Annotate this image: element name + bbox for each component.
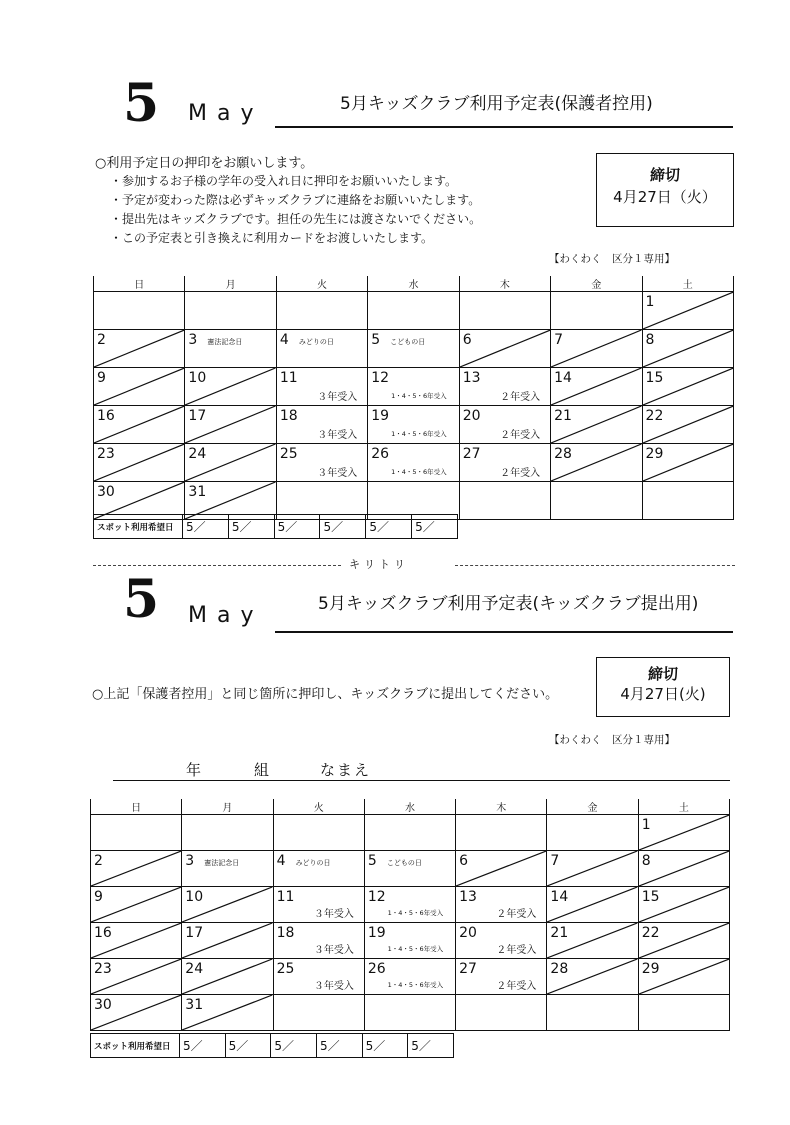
- day-cell[interactable]: [547, 995, 638, 1031]
- day-number: 21: [550, 925, 569, 941]
- instruction-item: ・提出先はキッズクラブです。担任の先生には渡さないでください。: [110, 212, 482, 226]
- day-number: 22: [641, 925, 660, 941]
- day-number: 5: [367, 853, 377, 869]
- day-number: 17: [185, 925, 204, 941]
- holiday-label: 憲法記念日: [204, 859, 240, 867]
- day-cell[interactable]: [364, 815, 455, 851]
- category-tag: 【わくわく 区分１専用】: [549, 734, 675, 746]
- closed-day-slash: [643, 292, 733, 329]
- day-cell[interactable]: [551, 444, 642, 482]
- day-cell[interactable]: [547, 887, 638, 923]
- day-cell[interactable]: [364, 923, 455, 959]
- spot-label: スポット利用希望日: [91, 1034, 180, 1058]
- day-number: 29: [641, 961, 660, 977]
- day-cell[interactable]: [638, 923, 729, 959]
- day-number: 9: [94, 889, 103, 905]
- day-number: 19: [367, 925, 386, 941]
- day-cell[interactable]: [182, 995, 273, 1031]
- day-cell[interactable]: [368, 330, 459, 368]
- day-cell[interactable]: [182, 923, 273, 959]
- day-number: 4: [279, 332, 289, 348]
- day-cell[interactable]: [273, 815, 364, 851]
- closed-day-slash: [91, 851, 181, 886]
- acceptance-label: ２年受入: [496, 981, 537, 992]
- acceptance-label: 1・4・5・6年受入: [387, 909, 444, 917]
- day-number: 10: [188, 370, 207, 386]
- day-cell[interactable]: [638, 959, 729, 995]
- day-number: 7: [550, 853, 560, 869]
- day-number: 31: [185, 997, 204, 1013]
- name-write-line[interactable]: [113, 780, 730, 781]
- spot-date-field[interactable]: 5／: [271, 1034, 317, 1058]
- day-cell[interactable]: [273, 959, 364, 995]
- day-cell[interactable]: [642, 292, 733, 330]
- day-number: 30: [94, 997, 112, 1013]
- day-number: 28: [550, 961, 569, 977]
- day-cell[interactable]: [456, 923, 547, 959]
- day-cell[interactable]: [547, 815, 638, 851]
- acceptance-label: ３年受入: [317, 468, 358, 479]
- day-number: 4: [276, 853, 286, 869]
- day-number: 23: [97, 446, 115, 462]
- instruction-heading: ○利用予定日の押印をお願いします。: [95, 156, 314, 171]
- weekday-header-row: [91, 799, 730, 815]
- day-cell[interactable]: [456, 995, 547, 1031]
- day-cell[interactable]: [368, 444, 459, 482]
- day-cell[interactable]: [459, 482, 550, 520]
- day-number: 12: [367, 889, 386, 905]
- day-cell[interactable]: [551, 406, 642, 444]
- grade-label: 年: [186, 761, 204, 779]
- day-number: 23: [94, 961, 112, 977]
- acceptance-label: ２年受入: [500, 430, 541, 441]
- deadline-box: [596, 153, 734, 227]
- week-row: [91, 923, 730, 959]
- class-label: 組: [254, 761, 272, 779]
- cut-line-right: [455, 565, 735, 566]
- day-cell[interactable]: [276, 406, 367, 444]
- day-cell[interactable]: [91, 959, 182, 995]
- weekday-header: 木: [456, 799, 547, 815]
- acceptance-label: 1・4・5・6年受入: [391, 392, 447, 400]
- weekday-header: 日: [94, 276, 185, 292]
- day-cell[interactable]: [182, 887, 273, 923]
- title-underline: [275, 126, 733, 128]
- week-row: [94, 368, 734, 406]
- weekday-header-row: [94, 276, 734, 292]
- day-number: 1: [641, 817, 651, 833]
- acceptance-label: ３年受入: [317, 430, 358, 441]
- day-cell[interactable]: [459, 368, 550, 406]
- spot-label: スポット利用希望日: [94, 515, 183, 539]
- day-number: 2: [97, 332, 106, 348]
- day-number: 27: [459, 961, 477, 977]
- day-number: 3: [188, 332, 198, 348]
- day-number: 13: [459, 889, 477, 905]
- day-cell[interactable]: [185, 368, 276, 406]
- day-number: 5: [371, 332, 381, 348]
- closed-day-slash: [639, 815, 729, 850]
- acceptance-label: ３年受入: [313, 909, 354, 920]
- deadline-label: 締切: [647, 665, 678, 683]
- acceptance-label: ２年受入: [500, 468, 541, 479]
- day-cell[interactable]: [364, 995, 455, 1031]
- closed-day-slash: [643, 330, 733, 367]
- holiday-label: こどもの日: [386, 859, 422, 867]
- month-number: 5: [123, 73, 160, 134]
- day-cell[interactable]: [638, 851, 729, 887]
- day-number: 21: [554, 408, 572, 424]
- acceptance-label: 1・4・5・6年受入: [391, 430, 447, 438]
- day-number: 24: [188, 446, 207, 462]
- day-cell[interactable]: [551, 368, 642, 406]
- weekday-header: 土: [642, 276, 733, 292]
- spot-date-field[interactable]: 5／: [408, 1034, 454, 1058]
- day-number: 27: [462, 446, 481, 462]
- spot-date-field[interactable]: 5／: [362, 1034, 408, 1058]
- day-number: 14: [550, 889, 569, 905]
- closed-day-slash: [639, 851, 729, 886]
- day-number: 16: [97, 408, 115, 424]
- day-cell[interactable]: [642, 330, 733, 368]
- day-cell[interactable]: [276, 368, 367, 406]
- day-cell[interactable]: [276, 292, 367, 330]
- day-number: 12: [371, 370, 390, 386]
- day-number: 30: [97, 484, 115, 500]
- day-cell[interactable]: [368, 368, 459, 406]
- closed-day-slash: [94, 368, 184, 405]
- closed-day-slash: [91, 887, 181, 922]
- weekday-header: 水: [364, 799, 455, 815]
- day-number: 22: [645, 408, 664, 424]
- month-name: May: [188, 603, 264, 628]
- day-cell[interactable]: [547, 923, 638, 959]
- day-cell[interactable]: [185, 444, 276, 482]
- day-cell[interactable]: [94, 368, 185, 406]
- day-number: 10: [185, 889, 204, 905]
- instruction-list: [110, 172, 481, 248]
- day-number: 11: [279, 370, 298, 386]
- day-cell[interactable]: [182, 851, 273, 887]
- week-row: [94, 406, 734, 444]
- day-number: 29: [645, 446, 664, 462]
- day-cell[interactable]: [642, 406, 733, 444]
- week-row: [94, 444, 734, 482]
- day-number: 16: [94, 925, 112, 941]
- spot-date-field[interactable]: 5／: [225, 1034, 271, 1058]
- day-cell[interactable]: [638, 887, 729, 923]
- day-cell[interactable]: [273, 923, 364, 959]
- day-cell[interactable]: [547, 851, 638, 887]
- day-number: 15: [645, 370, 664, 386]
- day-cell[interactable]: [91, 887, 182, 923]
- acceptance-label: ３年受入: [313, 945, 354, 956]
- weekday-header: 日: [91, 799, 182, 815]
- day-cell[interactable]: [642, 482, 733, 520]
- day-number: 31: [188, 484, 207, 500]
- spot-row: [94, 515, 458, 539]
- day-cell[interactable]: [276, 330, 367, 368]
- spot-date-field[interactable]: 5／: [316, 1034, 362, 1058]
- instruction-heading: ○上記「保護者控用」と同じ箇所に押印し、キッズクラブに提出してください。: [92, 687, 559, 702]
- day-cell[interactable]: [459, 292, 550, 330]
- week-row: [91, 851, 730, 887]
- day-cell[interactable]: [551, 330, 642, 368]
- cut-label: キリトリ: [345, 556, 413, 572]
- category-tag: 【わくわく 区分１専用】: [549, 253, 675, 265]
- day-cell[interactable]: [273, 995, 364, 1031]
- form-title: 5月キッズクラブ利用予定表(保護者控用): [340, 94, 653, 114]
- day-cell[interactable]: [94, 292, 185, 330]
- weekday-header: 金: [551, 276, 642, 292]
- weekday-header: 木: [459, 276, 550, 292]
- week-row: [91, 815, 730, 851]
- deadline-date: 4月27日(火): [620, 685, 706, 703]
- weekday-header: 金: [547, 799, 638, 815]
- day-number: 24: [185, 961, 204, 977]
- spot-date-field[interactable]: 5／: [183, 515, 229, 539]
- acceptance-label: ２年受入: [500, 392, 541, 403]
- calendar-table: [93, 276, 734, 520]
- spot-date-field[interactable]: 5／: [412, 515, 458, 539]
- day-number: 17: [188, 408, 207, 424]
- day-number: 8: [641, 853, 651, 869]
- day-cell[interactable]: [638, 815, 729, 851]
- day-cell[interactable]: [459, 330, 550, 368]
- day-cell[interactable]: [551, 292, 642, 330]
- week-row: [91, 995, 730, 1031]
- acceptance-label: ２年受入: [496, 945, 537, 956]
- day-number: 2: [94, 853, 103, 869]
- day-number: 14: [554, 370, 572, 386]
- weekday-header: 月: [182, 799, 273, 815]
- day-number: 13: [462, 370, 481, 386]
- day-number: 11: [276, 889, 295, 905]
- acceptance-label: ３年受入: [313, 981, 354, 992]
- day-cell[interactable]: [91, 815, 182, 851]
- day-number: 28: [554, 446, 572, 462]
- day-cell[interactable]: [364, 851, 455, 887]
- spot-date-field[interactable]: 5／: [180, 1034, 226, 1058]
- form-title: 5月キッズクラブ利用予定表(キッズクラブ提出用): [318, 594, 699, 614]
- day-cell[interactable]: [456, 815, 547, 851]
- day-cell[interactable]: [182, 959, 273, 995]
- closed-day-slash: [551, 330, 641, 367]
- day-number: 20: [459, 925, 477, 941]
- week-row: [91, 887, 730, 923]
- day-number: 7: [554, 332, 564, 348]
- weekday-header: 土: [638, 799, 729, 815]
- week-row: [94, 292, 734, 330]
- day-cell[interactable]: [456, 959, 547, 995]
- day-cell[interactable]: [273, 887, 364, 923]
- day-cell[interactable]: [185, 406, 276, 444]
- week-row: [94, 330, 734, 368]
- acceptance-label: ２年受入: [496, 909, 537, 920]
- weekday-header: 月: [185, 276, 276, 292]
- deadline-label: 締切: [649, 166, 680, 184]
- name-label: なまえ: [320, 761, 372, 779]
- instruction-item: ・この予定表と引き換えに利用カードをお渡しいたします。: [110, 231, 434, 245]
- day-cell[interactable]: [94, 406, 185, 444]
- week-row: [91, 959, 730, 995]
- day-number: 1: [645, 294, 655, 310]
- day-number: 8: [645, 332, 655, 348]
- day-cell[interactable]: [642, 368, 733, 406]
- day-cell[interactable]: [642, 444, 733, 482]
- acceptance-label: ３年受入: [317, 392, 358, 403]
- weekday-header: 火: [276, 276, 367, 292]
- month-number: 5: [123, 569, 160, 630]
- instruction-item: ・予定が変わった際は必ずキッズクラブに連絡をお願いいたします。: [110, 193, 481, 207]
- day-cell[interactable]: [91, 851, 182, 887]
- day-number: 18: [276, 925, 295, 941]
- day-cell[interactable]: [91, 995, 182, 1031]
- closed-day-slash: [547, 851, 637, 886]
- deadline-date: 4月27日（火）: [613, 188, 717, 206]
- day-number: 9: [97, 370, 106, 386]
- deadline-box: [596, 657, 730, 717]
- day-number: 3: [185, 853, 195, 869]
- day-cell[interactable]: [638, 995, 729, 1031]
- day-number: 6: [462, 332, 472, 348]
- day-cell[interactable]: [456, 887, 547, 923]
- holiday-label: みどりの日: [298, 338, 334, 346]
- acceptance-label: 1・4・5・6年受入: [387, 945, 444, 953]
- day-cell[interactable]: [185, 330, 276, 368]
- cut-line-left: [93, 565, 341, 566]
- spot-date-field[interactable]: 5／: [274, 515, 320, 539]
- closed-day-slash: [94, 330, 184, 367]
- day-cell[interactable]: [273, 851, 364, 887]
- closed-day-slash: [460, 330, 550, 367]
- weekday-header: 水: [368, 276, 459, 292]
- holiday-label: 憲法記念日: [207, 338, 243, 346]
- day-cell[interactable]: [551, 482, 642, 520]
- day-number: 26: [367, 961, 386, 977]
- day-cell[interactable]: [459, 444, 550, 482]
- day-cell[interactable]: [547, 959, 638, 995]
- day-cell[interactable]: [459, 406, 550, 444]
- day-cell[interactable]: [182, 815, 273, 851]
- spot-request-table: [90, 1033, 454, 1058]
- title-underline: [275, 631, 733, 633]
- day-cell[interactable]: [456, 851, 547, 887]
- day-number: 18: [279, 408, 298, 424]
- acceptance-label: 1・4・5・6年受入: [391, 468, 447, 476]
- month-name: May: [188, 101, 264, 126]
- weekday-header: 火: [273, 799, 364, 815]
- acceptance-label: 1・4・5・6年受入: [387, 981, 444, 989]
- day-cell[interactable]: [364, 959, 455, 995]
- day-number: 26: [371, 446, 390, 462]
- day-cell[interactable]: [368, 406, 459, 444]
- spot-date-field[interactable]: 5／: [320, 515, 366, 539]
- day-number: 25: [279, 446, 298, 462]
- day-cell[interactable]: [364, 887, 455, 923]
- day-cell[interactable]: [91, 923, 182, 959]
- day-cell[interactable]: [94, 330, 185, 368]
- spot-date-field[interactable]: 5／: [366, 515, 412, 539]
- day-number: 20: [462, 408, 481, 424]
- calendar-table: [90, 799, 730, 1031]
- holiday-label: みどりの日: [295, 859, 331, 867]
- holiday-label: こどもの日: [390, 338, 426, 346]
- instruction-item: ・参加するお子様の学年の受入れ日に押印をお願いいたします。: [110, 174, 458, 188]
- day-cell[interactable]: [94, 444, 185, 482]
- closed-day-slash: [456, 851, 546, 886]
- day-number: 19: [371, 408, 390, 424]
- spot-request-table: [93, 514, 458, 539]
- day-number: 6: [459, 853, 469, 869]
- day-cell[interactable]: [185, 292, 276, 330]
- day-number: 25: [276, 961, 295, 977]
- spot-row: [91, 1034, 454, 1058]
- spot-date-field[interactable]: 5／: [228, 515, 274, 539]
- day-cell[interactable]: [368, 292, 459, 330]
- day-cell[interactable]: [276, 444, 367, 482]
- day-number: 15: [641, 889, 660, 905]
